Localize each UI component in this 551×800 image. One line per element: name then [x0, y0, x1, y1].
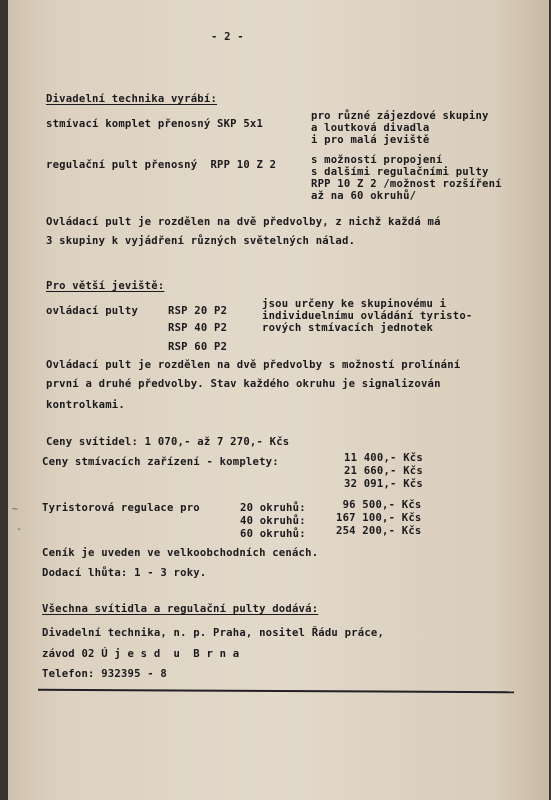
thyristor-circuits-20: 20 okruhů: [240, 502, 306, 514]
rsp-label: ovládací pulty [46, 305, 139, 317]
thyristor-price-60: 254 200,- Kčs [336, 525, 422, 537]
delivery-time: Dodací lhůta: 1 - 3 roky. [42, 567, 207, 579]
section-heading-vetsi-jeviste: Pro větší jeviště: [46, 280, 165, 292]
thyristor-circuits-40: 40 okruhů: [240, 515, 306, 527]
product-rpp-label: regulační pult přenosný RPP 10 Z 2 [46, 159, 277, 171]
product-skp-label: stmívací komplet přenosný SKP 5x1 [46, 118, 264, 130]
margin-mark: ~ [12, 504, 19, 515]
rsp-model-60: RSP 60 P2 [168, 341, 228, 353]
thyristor-price-40: 167 100,- Kčs [336, 512, 422, 524]
thyristor-circuits-60: 60 okruhů: [240, 528, 306, 540]
supplier-phone: Telefon: 932395 - 8 [42, 668, 167, 680]
bottom-rule [38, 689, 514, 693]
rsp-model-40: RSP 40 P2 [168, 322, 228, 334]
lamp-prices: Ceny svítidel: 1 070,- až 7 270,- Kčs [46, 436, 290, 448]
dimmer-price-1: 11 400,- Kčs [344, 452, 423, 464]
margin-mark: - [16, 524, 23, 535]
supplier-name: Divadelní technika, n. p. Praha, nositel Řádu práce, [42, 627, 385, 639]
document-page [8, 0, 549, 800]
supplier-plant: závod 02 Ú j e s d u B r n a [42, 648, 240, 660]
rsp-model-20: RSP 20 P2 [168, 305, 228, 317]
product-rpp-desc-2: s dalšími regulačními pulty [311, 166, 489, 178]
thyristor-price-20: 96 500,- Kčs [336, 499, 422, 511]
product-rpp-desc-3: RPP 10 Z 2 /možnost rozšíření [311, 178, 502, 190]
thyristor-label: Tyristorová regulace pro [42, 502, 200, 514]
paragraph-2-line-1: Ovládací pult je rozdělen na dvě předvolby s možností prolínání [46, 359, 461, 371]
product-skp-desc-2: a loutková divadla [311, 122, 430, 134]
paragraph-1-line-1: Ovládací pult je rozdělen na dvě předvolby, z nichž každá má [46, 216, 441, 228]
page-number: - 2 - [211, 31, 244, 43]
paragraph-1-line-2: 3 skupiny k vyjádření různých světelných nálad. [46, 235, 356, 247]
rsp-desc-1: jsou určeny ke skupinovému i [262, 298, 447, 310]
product-skp-desc-1: pro různé zájezdové skupiny [311, 110, 489, 122]
section-heading-divadelni-technika: Divadelní technika vyrábí: [46, 93, 218, 105]
supplier-heading: Všechna svítidla a regulační pulty dodává: [42, 603, 319, 615]
dimmer-prices-label: Ceny stmívacích zařízení - komplety: [42, 456, 279, 468]
product-rpp-desc-4: až na 60 okruhů/ [311, 190, 417, 202]
product-rpp-desc-1: s možností propojení [311, 154, 443, 166]
product-skp-desc-3: i pro malá jeviště [311, 134, 430, 146]
paragraph-2-line-2: první a druhé předvolby. Stav každého okruhu je signalizován [46, 378, 441, 390]
paragraph-2-line-3: kontrolkami. [46, 399, 125, 411]
dimmer-price-2: 21 660,- Kčs [344, 465, 423, 477]
price-list-note: Ceník je uveden ve velkoobchodních cenách. [42, 547, 319, 559]
dimmer-price-3: 32 091,- Kčs [344, 478, 423, 490]
rsp-desc-3: rových stmívacích jednotek [262, 322, 434, 334]
rsp-desc-2: individuelnímu ovládání tyristo- [262, 310, 473, 322]
